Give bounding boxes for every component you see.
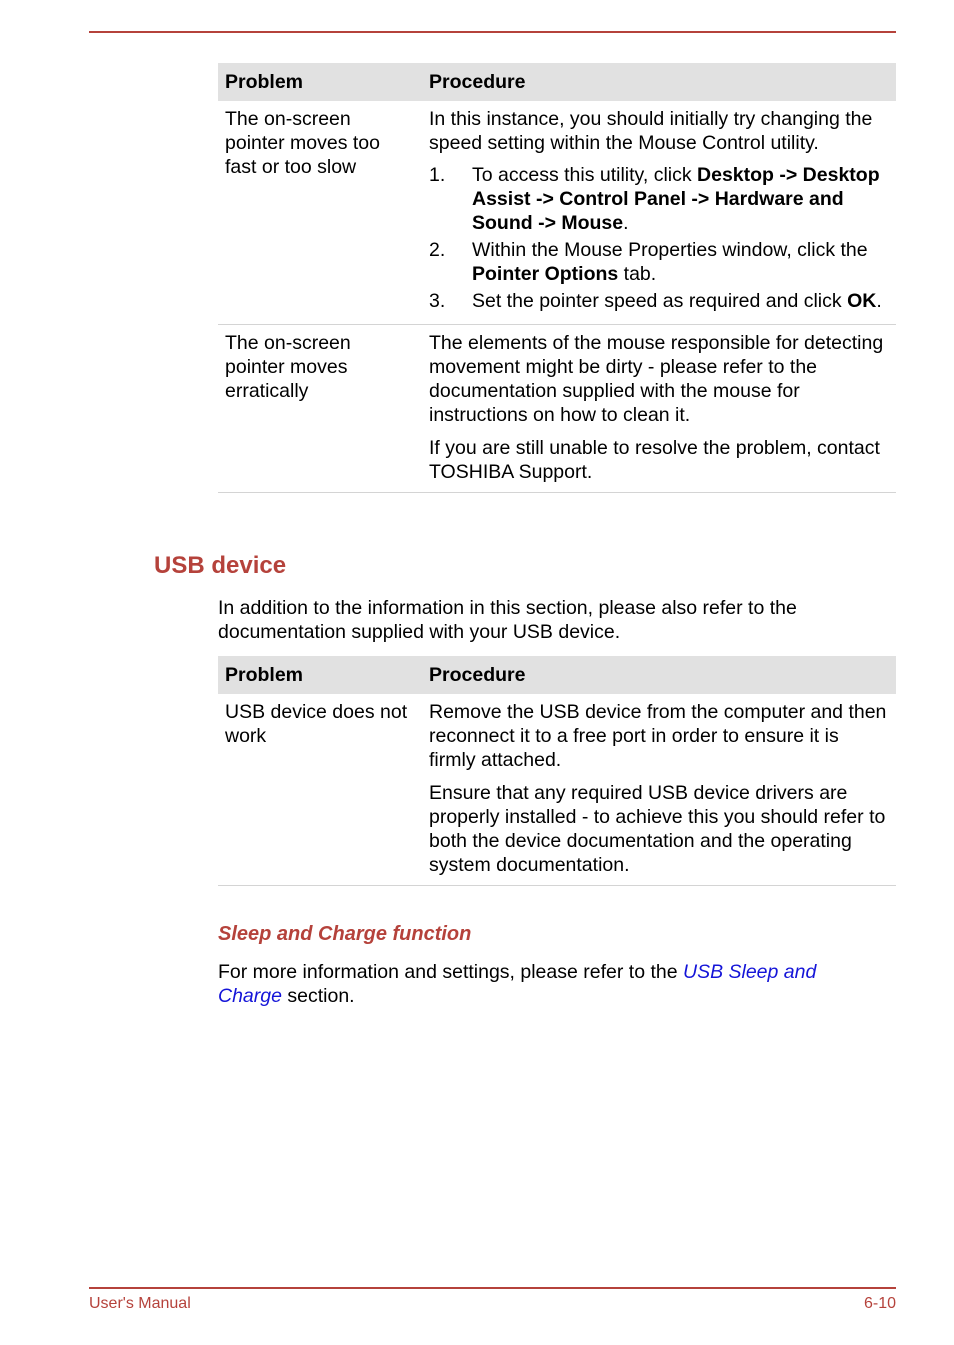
sleep-text-post: section.	[281, 985, 355, 1007]
step-text-post: tab.	[618, 263, 657, 285]
step-text-post: .	[623, 212, 629, 234]
step-text-bold: Desktop -> Desktop Assist -> Control Panel -> Hardware and Sound -> Mouse	[472, 164, 880, 234]
procedure-paragraph: Remove the USB device from the computer and then reconnect it to a free port in order to ensure it is firmly attached.	[429, 701, 887, 771]
header-rule	[89, 31, 896, 33]
step-text	[472, 163, 889, 235]
column-header-problem: Problem	[218, 63, 422, 101]
procedure-cell	[422, 694, 896, 886]
step-number: 1.	[429, 164, 446, 186]
footer-manual-title: User's Manual	[89, 1295, 191, 1312]
column-header-procedure: Procedure	[422, 63, 896, 101]
procedure-intro: In this instance, you should initially try changing the speed setting within the Mouse Control utility.	[429, 108, 873, 154]
mouse-problems-table	[218, 63, 896, 493]
step-text-pre: Set the pointer speed as required and click	[472, 290, 848, 312]
procedure-steps	[429, 163, 889, 313]
footer-page-number: 6-10	[863, 1295, 896, 1312]
problem-cell: The on-screen pointer moves too fast or too slow	[218, 101, 422, 325]
step-text	[472, 289, 889, 313]
step-text	[472, 238, 889, 286]
problem-cell: The on-screen pointer moves erratically	[218, 325, 422, 493]
usb-sleep-and-charge-link[interactable]: USB Sleep and Charge	[218, 961, 817, 1007]
step-text-bold: Pointer Options	[472, 263, 619, 285]
table-row	[218, 101, 896, 325]
table-row	[218, 694, 896, 886]
step-text-pre: Within the Mouse Properties window, click the	[472, 239, 868, 261]
usb-intro-paragraph: In addition to the information in this section, please also refer to the documentation supplied with your USB device.	[218, 597, 797, 643]
problem-cell: USB device does not work	[218, 694, 422, 886]
step-text-bold: OK	[847, 290, 877, 312]
step-text-post: .	[876, 290, 882, 312]
section-heading-usb-device: USB device	[154, 552, 287, 579]
step-number: 2.	[429, 239, 446, 261]
sleep-charge-paragraph	[218, 960, 858, 1008]
subsection-heading-sleep-and-charge: Sleep and Charge function	[218, 923, 472, 945]
procedure-paragraph: If you are still unable to resolve the problem, contact TOSHIBA Support.	[429, 437, 880, 483]
table-header-row	[218, 63, 896, 101]
footer-rule	[89, 1287, 896, 1289]
procedure-step	[429, 238, 889, 286]
procedure-step	[429, 163, 889, 235]
procedure-step	[429, 289, 889, 313]
usb-problems-table	[218, 656, 896, 886]
procedure-paragraph: The elements of the mouse responsible for detecting movement might be dirty - please refer to the documentation supplied with the mouse for instructions on how to clean it.	[429, 332, 884, 426]
column-header-problem: Problem	[218, 656, 422, 694]
procedure-cell	[422, 325, 896, 493]
sleep-text-pre: For more information and settings, please refer to the	[218, 961, 683, 983]
procedure-paragraph: Ensure that any required USB device drivers are properly installed - to achieve this you should refer to both the device documentation and the operating system documentation.	[429, 782, 886, 876]
step-number: 3.	[429, 290, 446, 312]
table-header-row	[218, 656, 896, 694]
procedure-cell	[422, 101, 896, 325]
column-header-procedure: Procedure	[422, 656, 896, 694]
table-row	[218, 325, 896, 493]
step-text-pre: To access this utility, click	[472, 164, 698, 186]
